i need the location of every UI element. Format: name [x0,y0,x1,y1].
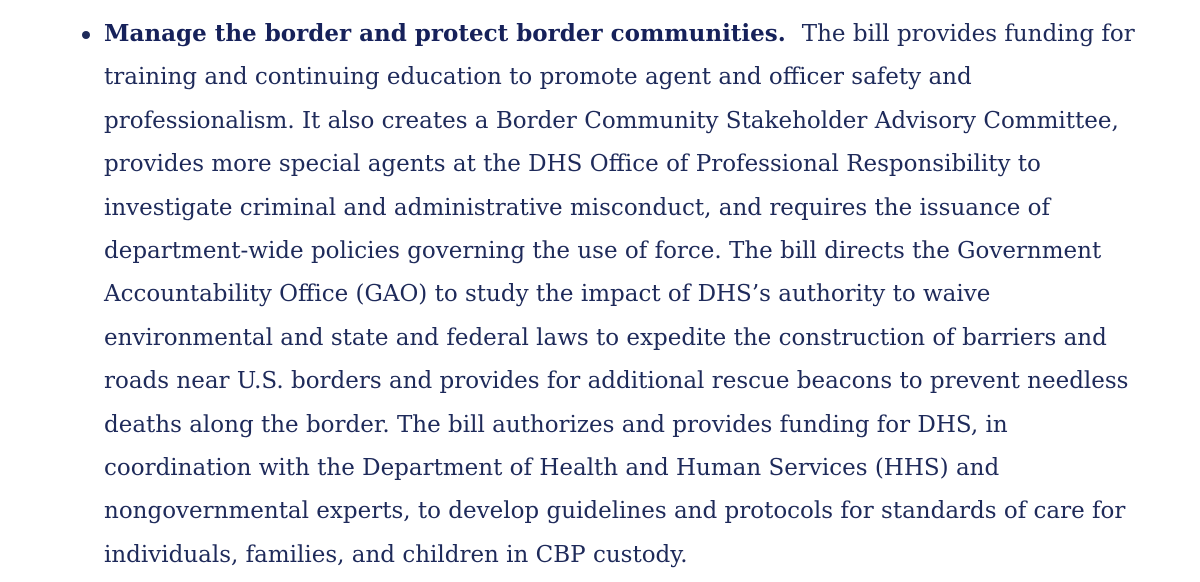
list-item [0,12,1140,577]
bullet-icon [82,31,90,39]
bullet-list [0,12,1140,577]
item-lead-text: Manage the border and protect border communities. [104,20,786,47]
item-body-text: The bill provides funding for training and continuing education to promote agent and officer safety and professionalism. It also creates a Border Community Stakeholder Advisory Committee, provides more special agents at the DHS Office of Professional Responsibility to investigate criminal and administrative misconduct, and requires the issuance of department-wide policies governing the use of force. The bill directs the Government Accountability Office (GAO) to study the impact of DHS’s authority to waive environmental and state and federal laws to expedite the construction of barriers and roads near U.S. borders and provides for additional rescue beacons to prevent needless deaths along the border. The bill authorizes and provides funding for DHS, in coordination with the Department of Health and Human Services (HHS) and nongovernmental experts, to develop guidelines and protocols for standards of care for individuals, families, and children in CBP custody. [104,21,1135,568]
